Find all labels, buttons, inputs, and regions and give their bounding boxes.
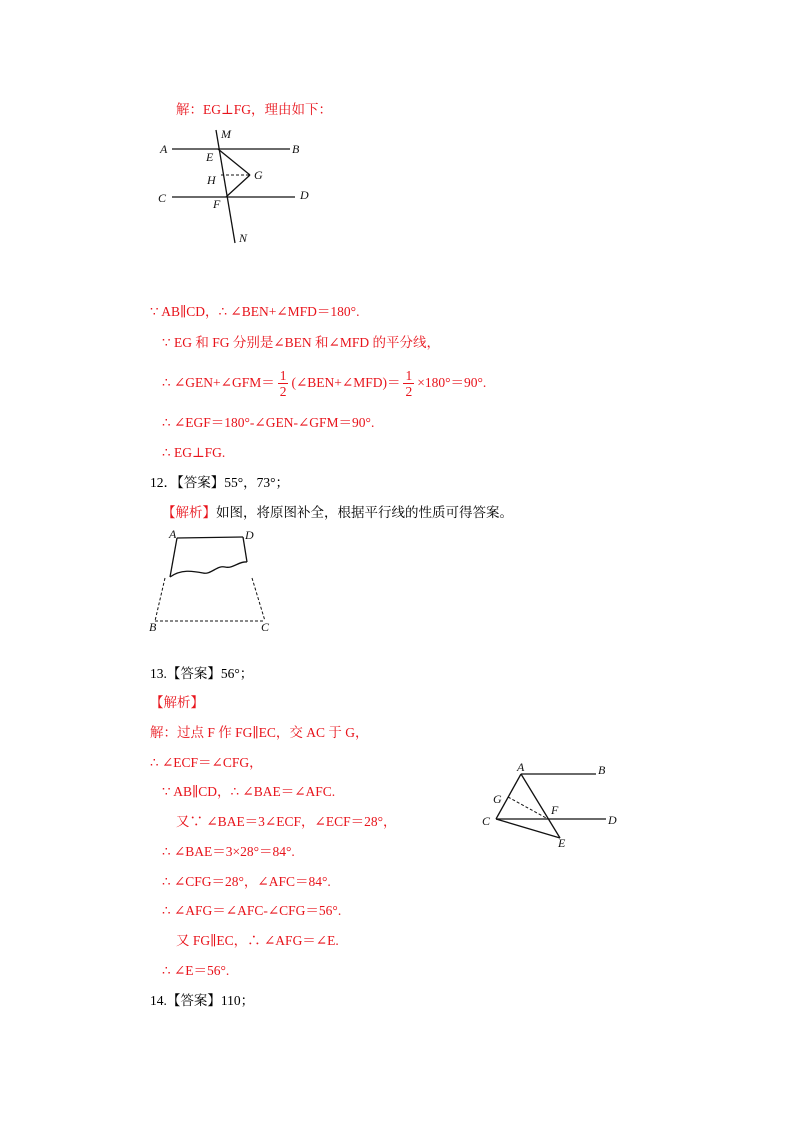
p14-answer-line bbox=[150, 992, 254, 1010]
p12-label-C: C bbox=[261, 620, 270, 634]
p13-label-F: F bbox=[551, 803, 559, 817]
p11-label-C: C bbox=[158, 191, 167, 205]
p12-label-A: A bbox=[169, 527, 177, 541]
p11-line1: ∵ AB∥CD，∴ ∠BEN+∠MFD＝180°. bbox=[150, 304, 360, 319]
p13-number: 13. bbox=[150, 666, 167, 681]
p11-label-D: D bbox=[300, 188, 309, 202]
p11-line3-part1: ∴ ∠GEN+∠GFM＝ bbox=[162, 375, 275, 390]
p11-figure bbox=[150, 125, 340, 250]
p14-answer-tag: 【答案】 bbox=[166, 993, 221, 1008]
p13-analysis-tag: 【解析】 bbox=[150, 695, 204, 710]
half-fraction-1 bbox=[278, 368, 289, 399]
p13-line5: ∴ ∠BAE＝3×28°＝84°. bbox=[162, 844, 295, 859]
p11-line3-part2: (∠BEN+∠MFD)＝ bbox=[291, 375, 401, 390]
p12-analysis-tag: 【解析】 bbox=[162, 505, 216, 520]
p13-line2: ∴ ∠ECF＝∠CFG， bbox=[150, 755, 263, 770]
fraction-numerator: 1 bbox=[279, 368, 287, 384]
fraction-denominator: 2 bbox=[279, 384, 287, 400]
p12-label-D: D bbox=[245, 528, 254, 542]
p11-label-E: E bbox=[206, 150, 214, 164]
p13-line3: ∵ AB∥CD，∴ ∠BAE＝∠AFC. bbox=[162, 784, 336, 799]
p13-line7: ∴ ∠AFG＝∠AFC-∠CFG＝56°. bbox=[162, 903, 342, 918]
p11-label-G: G bbox=[254, 168, 263, 182]
p13-figure bbox=[478, 758, 628, 853]
p11-label-M: M bbox=[221, 127, 231, 141]
p12-answer-tag: 【答案】 bbox=[177, 475, 225, 490]
p13-answer: 56°； bbox=[220, 666, 254, 681]
p14-answer: 110； bbox=[220, 993, 255, 1008]
p12-label-B: B bbox=[149, 620, 157, 634]
p12-analysis-line bbox=[162, 504, 513, 522]
p13-label-C: C bbox=[482, 814, 491, 828]
p13-answer-line bbox=[150, 665, 253, 683]
fraction-numerator: 1 bbox=[405, 368, 413, 384]
p12-number: 12． bbox=[150, 475, 177, 490]
p13-label-E: E bbox=[558, 836, 566, 850]
p11-line4: ∴ ∠EGF＝180°-∠GEN-∠GFM＝90°. bbox=[162, 415, 375, 430]
p13-line9: ∴ ∠E＝56°. bbox=[162, 963, 230, 978]
p14-number: 14. bbox=[150, 993, 167, 1008]
p13-line1: 解：过点 F 作 FG∥EC，交 AC 于 G， bbox=[150, 725, 369, 740]
p11-line2: ∵ EG 和 FG 分别是∠BEN 和∠MFD 的平分线， bbox=[162, 335, 440, 350]
p11-intro: 解：EG⊥FG，理由如下： bbox=[176, 102, 332, 117]
p11-label-B: B bbox=[292, 142, 300, 156]
half-fraction-2 bbox=[403, 368, 414, 399]
p12-analysis: 如图，将原图补全，根据平行线的性质可得答案。 bbox=[216, 505, 513, 520]
p11-line5: ∴ EG⊥FG. bbox=[162, 445, 226, 460]
p13-label-B: B bbox=[598, 763, 606, 777]
p11-label-H: H bbox=[207, 173, 216, 187]
p13-label-G: G bbox=[493, 792, 502, 806]
p11-line3-part3: ×180°＝90°. bbox=[417, 375, 487, 390]
p13-answer-tag: 【答案】 bbox=[166, 666, 221, 681]
p13-label-D: D bbox=[608, 813, 617, 827]
p13-line8: 又 FG∥EC，∴ ∠AFG＝∠E. bbox=[176, 933, 339, 948]
p12-answer-line bbox=[150, 474, 289, 492]
fraction-denominator: 2 bbox=[405, 384, 413, 400]
p11-label-F: F bbox=[213, 197, 221, 211]
p12-figure bbox=[145, 525, 290, 640]
p12-answer: 55°，73°； bbox=[224, 475, 290, 490]
p13-line6: ∴ ∠CFG＝28°，∠AFC＝84°. bbox=[162, 874, 331, 889]
p13-label-A: A bbox=[517, 760, 525, 774]
p11-label-A: A bbox=[160, 142, 168, 156]
p13-line4: 又∵ ∠BAE＝3∠ECF，∠ECF＝28°， bbox=[176, 814, 397, 829]
p11-label-N: N bbox=[239, 231, 248, 245]
p11-line3 bbox=[162, 366, 486, 400]
